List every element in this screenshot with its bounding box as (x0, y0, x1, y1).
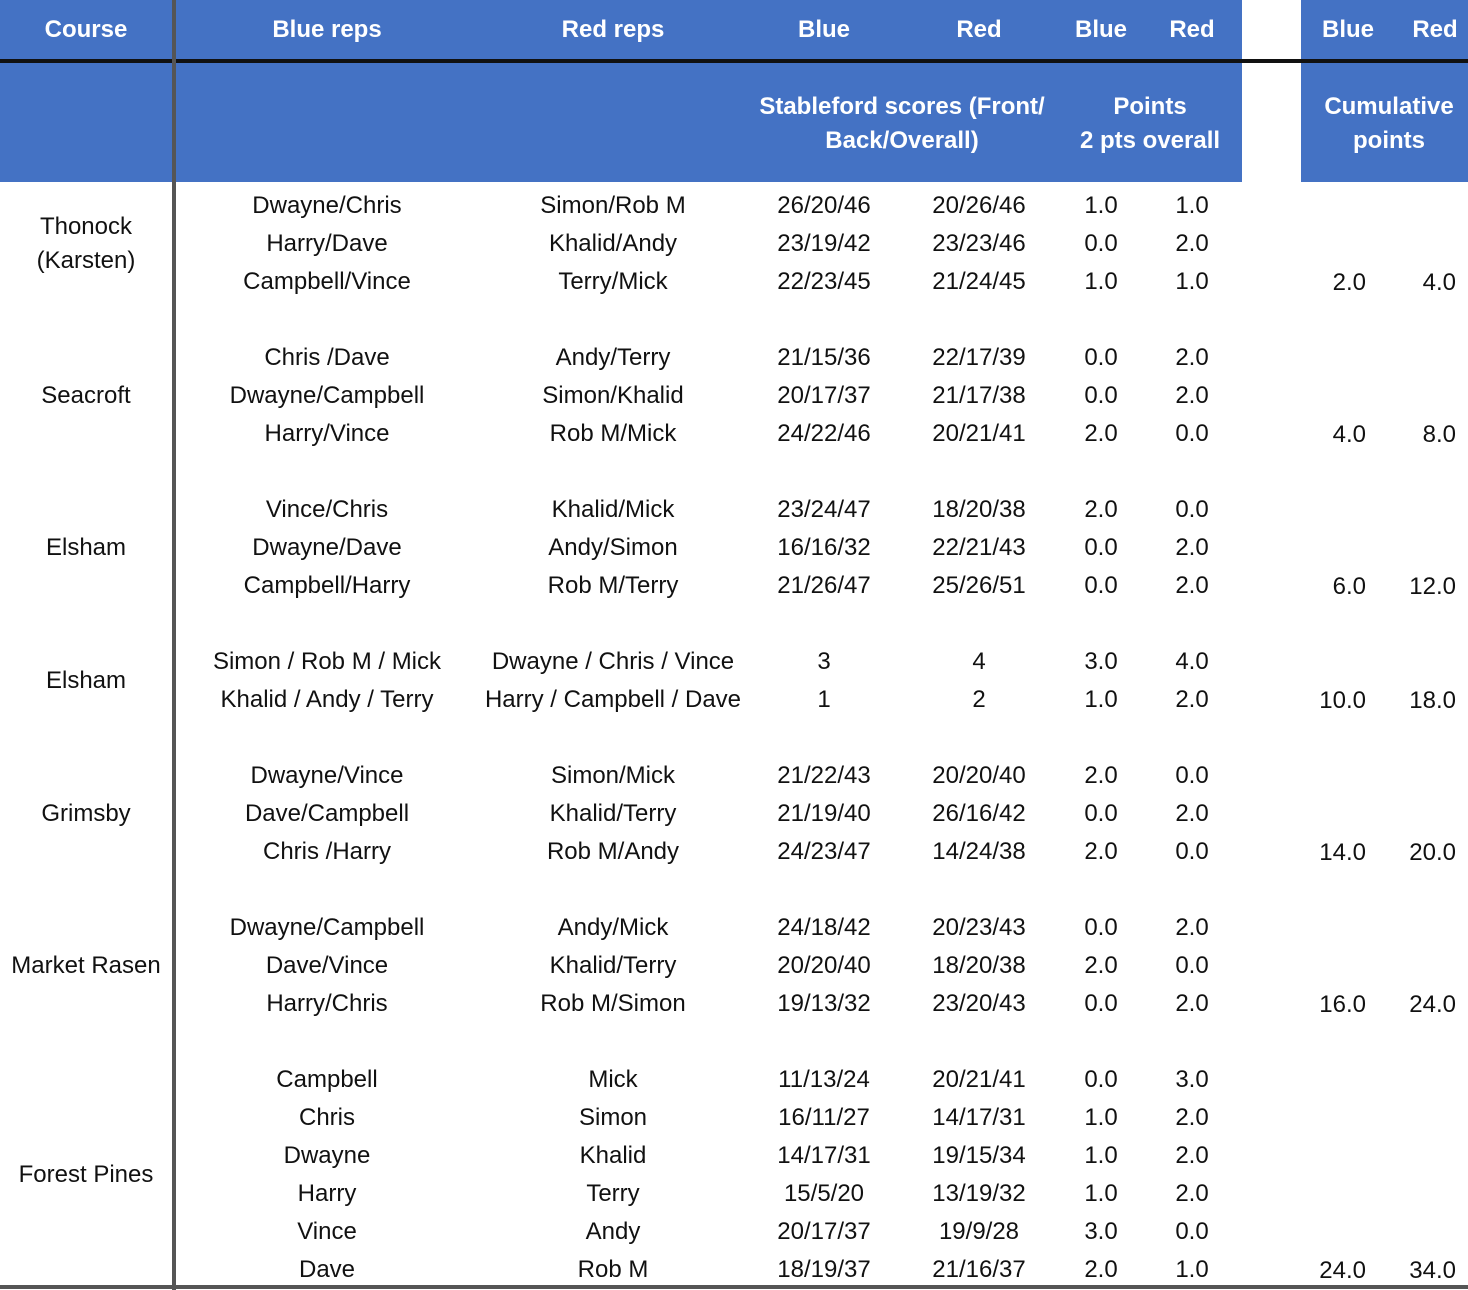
blue-points-cell: 2.0 (1084, 838, 1118, 865)
blue-score-cell: 19/13/32 (777, 990, 871, 1017)
blue-reps-cell: Dave/Campbell (244, 800, 410, 827)
red-score-cell: 18/20/38 (932, 952, 1026, 979)
red-score-cell: 20/23/43 (932, 914, 1026, 941)
blue-reps-cell: Harry/Dave (266, 230, 388, 257)
red-reps-cell: Andy (585, 1218, 641, 1245)
red-points-cell: 0.0 (1175, 762, 1209, 789)
blue-reps-cell: Khalid / Andy / Terry (220, 686, 434, 713)
red-cumulative-cell: 8.0 (1422, 421, 1456, 448)
red-points-cell: 2.0 (1175, 230, 1209, 257)
blue-points-cell: 1.0 (1084, 1142, 1118, 1169)
blue-reps-cell: Dwayne/Chris (252, 192, 402, 219)
red-cumulative-cell: 18.0 (1409, 687, 1456, 714)
blue-reps-cell: Dwayne/Campbell (229, 914, 425, 941)
red-score-cell: 14/24/38 (932, 838, 1026, 865)
blue-points-cell: 0.0 (1084, 534, 1118, 561)
blue-cumulative-cell: 4.0 (1332, 421, 1366, 448)
red-reps-cell: Harry / Campbell / Dave (484, 686, 742, 713)
blue-score-cell: 1 (817, 686, 831, 713)
course-name-text (46, 664, 126, 698)
red-score-cell: 2 (972, 686, 986, 713)
course-name-line: Forest Pines (18, 1161, 154, 1188)
blue-score-cell: 24/23/47 (777, 838, 871, 865)
red-points-cell: 2.0 (1175, 382, 1209, 409)
red-points-cell: 2.0 (1175, 914, 1209, 941)
red-score-cell: 21/17/38 (932, 382, 1026, 409)
blue-reps-cell: Vince (297, 1218, 357, 1245)
red-reps-cell: Khalid (579, 1142, 647, 1169)
red-reps-cell: Andy/Simon (548, 534, 678, 561)
header-stableford-line1: Stableford scores (Front/ (759, 93, 1045, 120)
red-points-cell: 2.0 (1175, 572, 1209, 599)
red-reps-cell: Simon (578, 1104, 648, 1131)
red-cumulative-cell: 12.0 (1409, 573, 1456, 600)
red-reps-cell: Andy/Terry (555, 344, 671, 371)
red-score-cell: 26/16/42 (932, 800, 1026, 827)
red-score-cell: 19/15/34 (932, 1142, 1026, 1169)
blue-reps-cell: Dave/Vince (265, 952, 389, 979)
blue-score-cell: 20/17/37 (777, 1218, 871, 1245)
header-red-reps: Red reps (561, 16, 665, 43)
red-reps-cell: Khalid/Andy (548, 230, 678, 257)
red-score-cell: 23/20/43 (932, 990, 1026, 1017)
red-cumulative-cell: 24.0 (1409, 991, 1456, 1018)
red-reps-cell: Rob M/Simon (540, 990, 686, 1017)
course-name-text (37, 210, 136, 278)
blue-points-cell: 1.0 (1084, 1104, 1118, 1131)
blue-cumulative-cell: 16.0 (1319, 991, 1366, 1018)
header-cumulative-line2: points (1353, 127, 1425, 154)
red-reps-cell: Rob M/Mick (549, 420, 677, 447)
red-points-cell: 1.0 (1175, 192, 1209, 219)
blue-score-cell: 18/19/37 (777, 1256, 871, 1283)
course-name-text (46, 531, 126, 565)
blue-score-cell: 16/16/32 (777, 534, 871, 561)
blue-points-cell: 3.0 (1084, 1218, 1118, 1245)
course-name-line: Elsham (45, 667, 127, 694)
red-reps-cell: Rob M/Terry (547, 572, 679, 599)
course-name (0, 491, 172, 605)
blue-cumulative-cell: 10.0 (1319, 687, 1366, 714)
header-rule (0, 59, 1468, 63)
red-reps-cell: Terry (586, 1180, 640, 1207)
red-score-cell: 14/17/31 (932, 1104, 1026, 1131)
course-name (0, 757, 172, 871)
red-points-cell: 0.0 (1175, 496, 1209, 523)
blue-reps-cell: Simon / Rob M / Mick (212, 648, 442, 675)
red-points-cell: 3.0 (1175, 1066, 1209, 1093)
header-red-score: Red (956, 16, 1002, 43)
course-name (0, 643, 172, 719)
blue-points-cell: 0.0 (1084, 990, 1118, 1017)
red-points-cell: 2.0 (1175, 534, 1209, 561)
blue-reps-cell: Dave (298, 1256, 356, 1283)
red-reps-cell: Simon/Mick (550, 762, 676, 789)
blue-score-cell: 24/22/46 (777, 420, 871, 447)
red-points-cell: 1.0 (1175, 1256, 1209, 1283)
blue-reps-cell: Harry/Vince (264, 420, 390, 447)
blue-score-cell: 24/18/42 (777, 914, 871, 941)
blue-reps-cell: Harry/Chris (266, 990, 388, 1017)
red-reps-cell: Simon/Rob M (540, 192, 686, 219)
blue-points-cell: 0.0 (1084, 382, 1118, 409)
red-score-cell: 21/24/45 (932, 268, 1026, 295)
red-reps-cell: Khalid/Terry (549, 800, 677, 827)
blue-score-cell: 20/20/40 (777, 952, 871, 979)
blue-reps-cell: Chris (298, 1104, 355, 1131)
blue-points-cell: 2.0 (1084, 496, 1118, 523)
red-reps-cell: Rob M (577, 1256, 649, 1283)
blue-points-cell: 1.0 (1084, 268, 1118, 295)
red-points-cell: 2.0 (1175, 344, 1209, 371)
red-points-cell: 2.0 (1175, 1104, 1209, 1131)
red-points-cell: 0.0 (1175, 952, 1209, 979)
course-name-text (11, 949, 160, 983)
red-points-cell: 2.0 (1175, 800, 1209, 827)
blue-score-cell: 14/17/31 (777, 1142, 871, 1169)
blue-score-cell: 23/19/42 (777, 230, 871, 257)
blue-points-cell: 3.0 (1084, 648, 1118, 675)
blue-points-cell: 0.0 (1084, 344, 1118, 371)
red-score-cell: 18/20/38 (932, 496, 1026, 523)
header-blue-points: Blue (1074, 16, 1127, 43)
blue-score-cell: 21/26/47 (777, 572, 871, 599)
red-points-cell: 0.0 (1175, 1218, 1209, 1245)
blue-score-cell: 20/17/37 (777, 382, 871, 409)
blue-reps-cell: Dwayne/Dave (252, 534, 402, 561)
blue-reps-cell: Dwayne/Campbell (229, 382, 425, 409)
blue-reps-cell: Campbell (276, 1066, 378, 1093)
blue-score-cell: 21/15/36 (777, 344, 871, 371)
red-score-cell: 20/21/41 (932, 1066, 1026, 1093)
blue-points-cell: 2.0 (1084, 762, 1118, 789)
blue-points-cell: 0.0 (1084, 800, 1118, 827)
red-score-cell: 25/26/51 (932, 572, 1026, 599)
blue-points-cell: 1.0 (1084, 192, 1118, 219)
blue-reps-cell: Harry (297, 1180, 357, 1207)
course-name-line: Thonock (39, 213, 133, 240)
red-reps-cell: Khalid/Terry (549, 952, 677, 979)
blue-cumulative-cell: 24.0 (1319, 1257, 1366, 1284)
blue-score-cell: 23/24/47 (777, 496, 871, 523)
red-score-cell: 20/26/46 (932, 192, 1026, 219)
blue-points-cell: 0.0 (1084, 572, 1118, 599)
blue-score-cell: 21/19/40 (777, 800, 871, 827)
blue-points-cell: 2.0 (1084, 420, 1118, 447)
header-points-line2: 2 pts overall (1079, 127, 1221, 154)
course-name-line: Market Rasen (11, 952, 161, 979)
blue-points-cell: 1.0 (1084, 686, 1118, 713)
header-red-cumulative: Red (1412, 16, 1458, 43)
red-reps-cell: Khalid/Mick (551, 496, 675, 523)
header-stableford-line2: Back/Overall) (825, 127, 979, 154)
course-name-line: Seacroft (41, 382, 131, 409)
blue-reps-cell: Campbell/Harry (243, 572, 411, 599)
red-score-cell: 20/20/40 (932, 762, 1026, 789)
red-points-cell: 1.0 (1175, 268, 1209, 295)
blue-score-cell: 15/5/20 (783, 1180, 865, 1207)
blue-score-cell: 16/11/27 (778, 1104, 870, 1131)
blue-points-cell: 1.0 (1084, 1180, 1118, 1207)
blue-score-cell: 3 (817, 648, 831, 675)
blue-reps-cell: Dwayne (283, 1142, 371, 1169)
red-reps-cell: Terry/Mick (558, 268, 668, 295)
course-name-line: Elsham (45, 534, 127, 561)
red-score-cell: 20/21/41 (932, 420, 1026, 447)
blue-points-cell: 0.0 (1084, 1066, 1118, 1093)
red-score-cell: 19/9/28 (938, 1218, 1020, 1245)
blue-score-cell: 26/20/46 (777, 192, 871, 219)
course-name (0, 187, 172, 301)
red-reps-cell: Andy/Mick (557, 914, 669, 941)
course-name-text (19, 1158, 154, 1192)
blue-cumulative-cell: 2.0 (1332, 269, 1366, 296)
red-reps-cell: Mick (588, 1066, 638, 1093)
course-name-line: (Karsten) (36, 247, 136, 274)
blue-reps-cell: Chris /Dave (264, 344, 390, 371)
header-red-points: Red (1169, 16, 1215, 43)
blue-score-cell: 22/23/45 (777, 268, 871, 295)
blue-points-cell: 0.0 (1084, 230, 1118, 257)
red-points-cell: 2.0 (1175, 1180, 1209, 1207)
blue-points-cell: 0.0 (1084, 914, 1118, 941)
blue-reps-cell: Vince/Chris (265, 496, 389, 523)
course-name-text (41, 379, 130, 413)
red-points-cell: 4.0 (1175, 648, 1209, 675)
red-score-cell: 22/17/39 (932, 344, 1026, 371)
header-blue-score: Blue (797, 16, 850, 43)
red-score-cell: 23/23/46 (932, 230, 1026, 257)
course-name (0, 339, 172, 453)
red-score-cell: 21/16/37 (932, 1256, 1026, 1283)
red-score-cell: 13/19/32 (932, 1180, 1026, 1207)
header-course: Course (44, 16, 128, 43)
blue-score-cell: 11/13/24 (778, 1066, 870, 1093)
blue-score-cell: 21/22/43 (777, 762, 871, 789)
course-name-line: Grimsby (41, 800, 131, 827)
blue-points-cell: 2.0 (1084, 1256, 1118, 1283)
red-points-cell: 0.0 (1175, 420, 1209, 447)
blue-reps-cell: Dwayne/Vince (250, 762, 404, 789)
red-score-cell: 4 (972, 648, 986, 675)
red-points-cell: 2.0 (1175, 686, 1209, 713)
red-reps-cell: Rob M/Andy (546, 838, 680, 865)
course-name (0, 1061, 172, 1289)
red-points-cell: 2.0 (1175, 1142, 1209, 1169)
header-blue-cumulative: Blue (1321, 16, 1374, 43)
red-cumulative-cell: 4.0 (1422, 269, 1456, 296)
blue-points-cell: 2.0 (1084, 952, 1118, 979)
blue-reps-cell: Campbell/Vince (243, 268, 411, 295)
red-cumulative-cell: 34.0 (1409, 1257, 1456, 1284)
red-points-cell: 2.0 (1175, 990, 1209, 1017)
red-score-cell: 22/21/43 (932, 534, 1026, 561)
blue-cumulative-cell: 6.0 (1332, 573, 1366, 600)
header-blue-reps: Blue reps (272, 16, 382, 43)
red-reps-cell: Simon/Khalid (542, 382, 684, 409)
red-points-cell: 0.0 (1175, 838, 1209, 865)
blue-reps-cell: Chris /Harry (262, 838, 391, 865)
header-gap (1242, 0, 1301, 182)
course-name (0, 909, 172, 1023)
red-reps-cell: Dwayne / Chris / Vince (491, 648, 735, 675)
header-cumulative-line1: Cumulative (1324, 93, 1454, 120)
red-cumulative-cell: 20.0 (1409, 839, 1456, 866)
course-name-text (41, 797, 130, 831)
blue-cumulative-cell: 14.0 (1319, 839, 1366, 866)
header-points-line1: Points (1113, 93, 1187, 120)
